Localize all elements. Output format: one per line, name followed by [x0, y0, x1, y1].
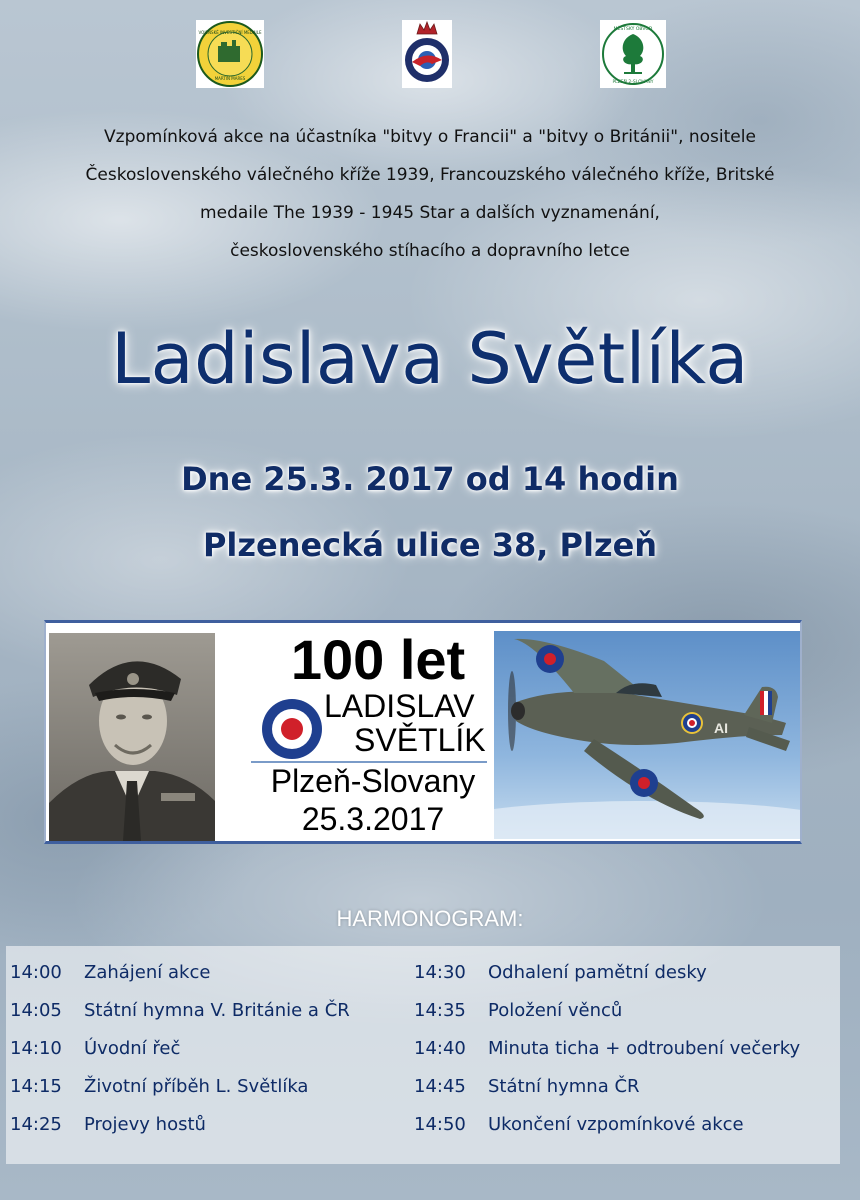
logo-right-text-bottom: PLZEŇ 2-SLOVANY — [612, 80, 654, 85]
schedule-time: 14:50 — [414, 1114, 466, 1135]
schedule-desc: Ukončení vzpomínkové akce — [488, 1114, 744, 1135]
schedule-time: 14:45 — [414, 1076, 466, 1097]
schedule-desc: Projevy hostů — [84, 1114, 206, 1135]
harmonogram-title: HARMONOGRAM: — [336, 906, 524, 931]
intro-line-2: Československého válečného kříže 1939, Francouzského válečného kříže, Britské — [85, 165, 775, 185]
schedule-desc: Položení věnců — [488, 1000, 623, 1021]
schedule-time: 14:25 — [10, 1114, 62, 1135]
schedule-row — [414, 1076, 800, 1114]
schedule-row — [414, 962, 800, 1000]
schedule-row — [10, 1000, 350, 1038]
schedule-row — [414, 1038, 800, 1076]
hero-name-title: Ladislava Světlíka — [111, 318, 749, 400]
event-place: Plzenecká ulice 38, Plzeň — [202, 526, 658, 564]
schedule-time: 14:35 — [414, 1000, 466, 1021]
logo-left-text-bottom: MARTIN MARES — [214, 76, 246, 81]
banner-place: Plzeň-Slovany — [270, 763, 476, 799]
schedule-time: 14:00 — [10, 962, 62, 983]
logo-row — [0, 20, 860, 90]
schedule-time: 14:30 — [414, 962, 466, 983]
schedule-column-right — [414, 962, 800, 1152]
schedule-desc: Státní hymna ČR — [488, 1076, 640, 1097]
banner-date: 25.3.2017 — [301, 801, 445, 837]
banner-last-name: SVĚTLÍK — [354, 722, 486, 758]
schedule-row — [10, 962, 350, 1000]
banner-headline: 100 let — [290, 628, 466, 691]
intro-line-3: medaile The 1939 - 1945 Star a dalších vyznamenání, — [200, 203, 660, 223]
schedule-row — [10, 1038, 350, 1076]
schedule-desc: Odhalení pamětní desky — [488, 962, 707, 983]
schedule-row — [414, 1000, 800, 1038]
logo-right-text-top: MĚSTSKÝ OBVOD — [613, 27, 653, 32]
schedule-time: 14:40 — [414, 1038, 466, 1059]
schedule-row — [10, 1114, 350, 1152]
logo-left-text-top: VOJENSKÉ INVESTIČNÍ MEDAILE — [198, 30, 262, 35]
pilot-portrait-image — [49, 633, 215, 841]
schedule-time: 14:10 — [10, 1038, 62, 1059]
schedule-desc: Zahájení akce — [84, 962, 211, 983]
schedule-desc: Životní příběh L. Světlíka — [84, 1076, 309, 1097]
schedule-time: 14:05 — [10, 1000, 62, 1021]
investment-medal-logo — [196, 20, 264, 88]
anniversary-banner — [44, 620, 802, 844]
mestsky-obvod-logo — [600, 20, 666, 88]
schedule-desc: Státní hymna V. Británie a ČR — [84, 1000, 350, 1021]
intro-text — [0, 118, 860, 270]
schedule-desc: Úvodní řeč — [84, 1038, 181, 1059]
intro-line-1: Vzpomínková akce na účastníka "bitvy o Francii" a "bitvy o Británii", nositele — [104, 127, 756, 147]
plane-code: AI — [714, 720, 728, 736]
banner-first-name: LADISLAV — [324, 688, 475, 724]
event-date: Dne 25.3. 2017 od 14 hodin — [181, 460, 679, 498]
schedule-time: 14:15 — [10, 1076, 62, 1097]
schedule-row — [10, 1076, 350, 1114]
schedule-row — [414, 1114, 800, 1152]
raf-badge-logo — [402, 20, 452, 88]
spitfire-image — [494, 631, 800, 839]
schedule-panel — [6, 946, 840, 1164]
schedule-column-left — [10, 962, 350, 1152]
schedule-desc: Minuta ticha + odtroubení večerky — [488, 1038, 801, 1059]
raf-roundel-icon — [260, 697, 324, 761]
intro-line-4: československého stíhacího a dopravního letce — [230, 241, 630, 261]
